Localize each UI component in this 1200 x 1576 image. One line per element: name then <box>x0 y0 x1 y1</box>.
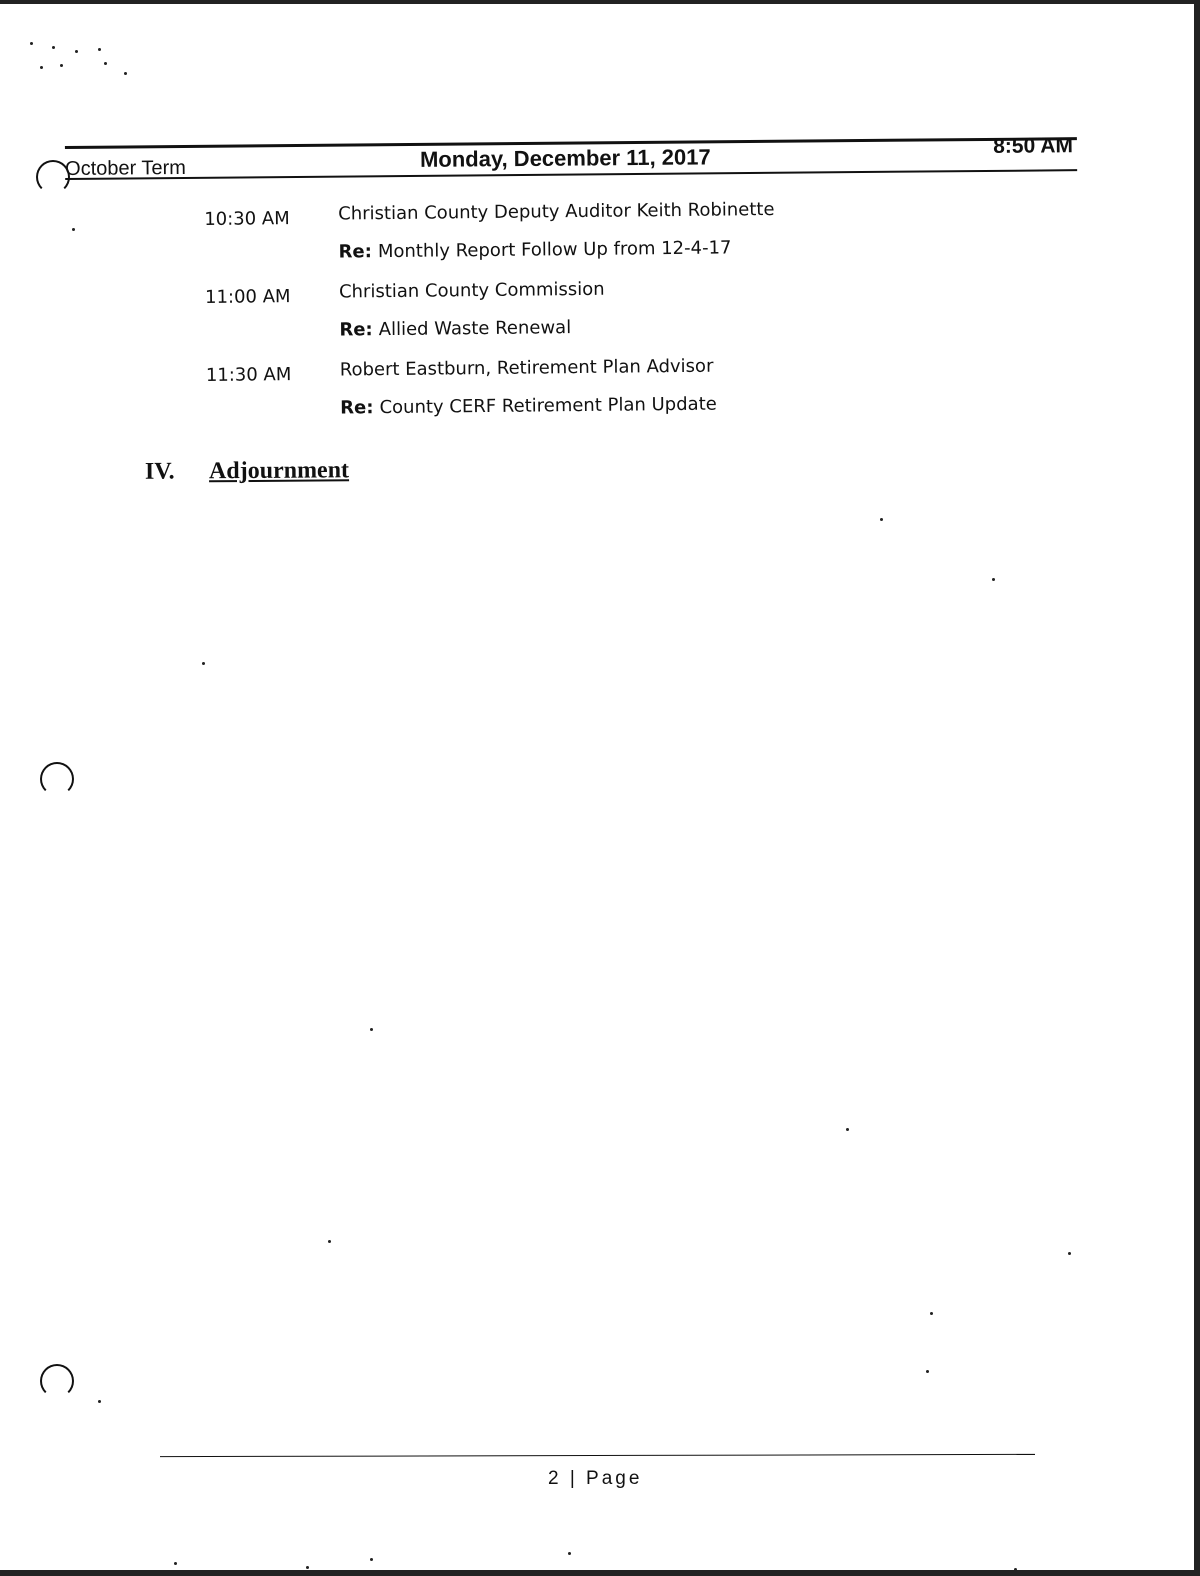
agenda-time: 11:30 AM <box>205 364 292 386</box>
agenda-regarding <box>338 237 731 262</box>
document-header <box>65 119 1077 184</box>
agenda-description: Christian County Commission <box>338 278 605 303</box>
scan-edge-top <box>0 0 1200 4</box>
re-label: Re: <box>339 319 373 341</box>
re-text: Monthly Report Follow Up from 12-4-17 <box>377 237 732 263</box>
re-text: Allied Waste Renewal <box>378 317 572 341</box>
agenda-list <box>200 188 842 429</box>
agenda-time: 11:00 AM <box>204 286 291 308</box>
meeting-date: Monday, December 11, 2017 <box>419 144 711 172</box>
re-label: Re: <box>340 397 374 419</box>
agenda-time: 10:30 AM <box>204 208 290 230</box>
term-label: October Term <box>65 156 186 180</box>
punch-hole-bottom <box>40 1364 74 1398</box>
section-heading <box>145 457 349 485</box>
scan-edge-bottom <box>0 1570 1200 1576</box>
re-label: Re: <box>338 241 372 263</box>
agenda-description: Christian County Deputy Auditor Keith Robinette <box>338 198 775 225</box>
scan-edge-right <box>1194 0 1200 1576</box>
section-title: Adjournment <box>208 457 350 485</box>
agenda-description: Robert Eastburn, Retirement Plan Advisor <box>339 355 714 381</box>
page-number: 2 | Page <box>548 1468 643 1489</box>
agenda-item <box>202 344 843 429</box>
agenda-item <box>200 188 841 273</box>
section-number: IV. <box>144 458 175 485</box>
agenda-item <box>201 266 842 351</box>
re-text: County CERF Retirement Plan Update <box>379 393 717 419</box>
footer-rule <box>160 1454 1035 1457</box>
punch-hole-middle <box>40 762 74 796</box>
meeting-time: 8:50 AM <box>993 134 1074 158</box>
agenda-regarding <box>340 394 717 419</box>
agenda-regarding <box>339 317 571 340</box>
